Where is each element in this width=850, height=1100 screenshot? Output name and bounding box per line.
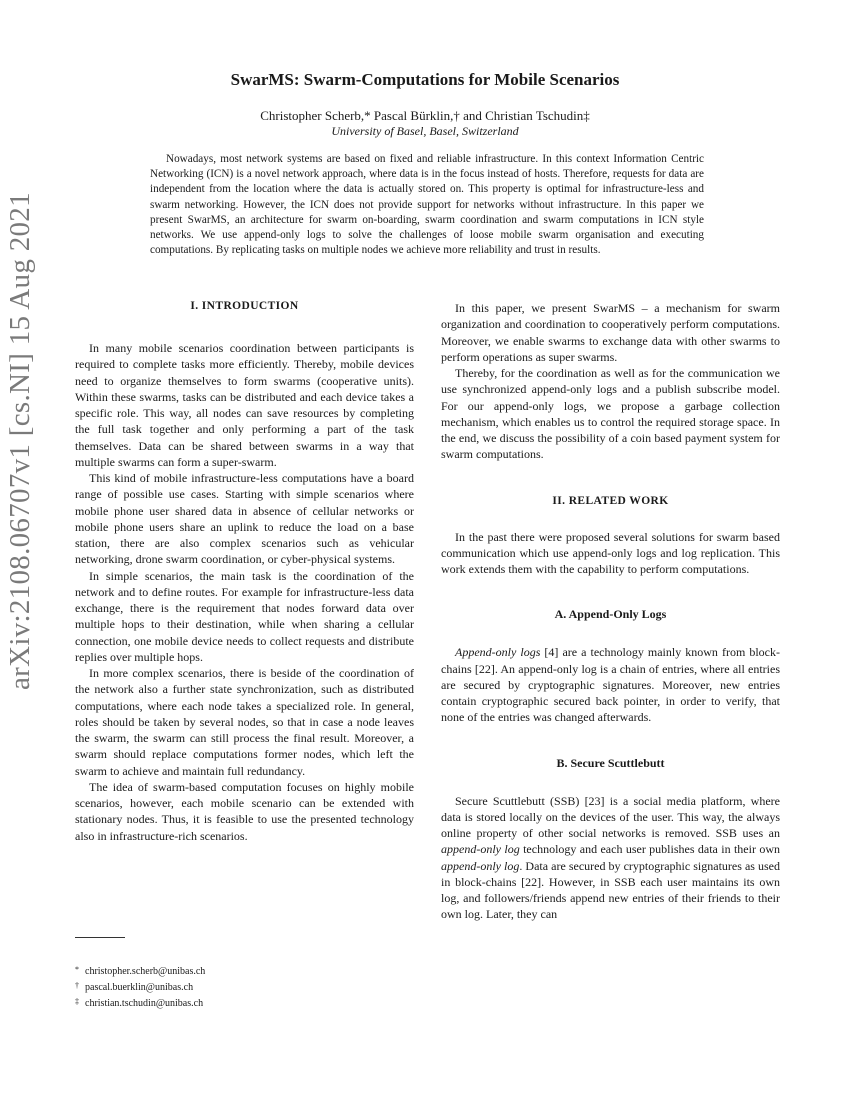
subsection-heading-append-only-logs: A. Append-Only Logs [554,607,667,622]
intro-paragraph-2: This kind of mobile infrastructure-less computations have a board range of possible use cases. Starting with simple scenarios where mobile phone user shared data in absence of cellular networks or mobile phone users share an uplink to reduce the load on a base station, there are also complex scenarios such as vehicular networking, drone swarm coordination, or cyber-physical systems. [75,471,414,567]
subsection-heading-secure-scuttlebutt: B. Secure Scuttlebutt [556,755,665,770]
affiliation: University of Basel, Basel, Switzerland [331,124,519,138]
footnotes [75,963,205,1011]
abstract: Nowadays, most network systems are based on fixed and reliable infrastructure. In this context Information Centric Networking (ICN) is a novel network approach, where data is in the focus instead of hosts. Therefore, requests for data are independent from the location where the data is actually stored on. This property is optimal for infrastructure-less and swarm networking. However, the ICN does not provide support for networks without infrastructure. In this paper we present SwarMS, an architecture for swarm on-boarding, swarm coordination and swarm computations in ICN style networks. We use append-only logs to solve the challenges of loose mobile swarm organisation and executing computations. By replicating tasks on multiple nodes we achieve more reliability and trust in results. [150,153,704,257]
append-only-logs-text: [4] are a technology mainly known from block-chains [22]. An append-only log is a chain of entries, where all entries are secured by cryptographic signatures. Moreover, new entries contain cryptographic secured back pointer, in order to verify, that none of the entries was changed afterwards. [441,645,780,725]
append-only-logs-paragraph [441,644,780,725]
section-heading-related-work: II. RELATED WORK [552,494,669,507]
footnote-mark: ‡ [75,997,79,1006]
right-column [441,300,780,923]
ssb-italic-2: append-only log [441,858,520,873]
arxiv-identifier: arXiv:2108.06707v1 [cs.NI] 15 Aug 2021 [4,192,36,690]
footnote-divider [75,937,125,938]
ssb-text-2: technology and each user publishes data in their own [519,842,780,857]
footnote-3 [75,995,205,1011]
footnote-1 [75,963,205,979]
footnote-email: pascal.buerklin@unibas.ch [85,982,194,993]
footnote-2 [75,979,205,995]
paper-title: SwarMS: Swarm-Computations for Mobile Scenarios [230,70,620,89]
ssb-text-1: Secure Scuttlebutt (SSB) [23] is a social media platform, where data is stored locally on the devices of the user. This way, the always online property of other social networks is removed. SSB uses an [441,793,780,840]
section-heading-introduction: I. INTRODUCTION [190,300,299,312]
footnote-mark: † [75,981,79,990]
secure-scuttlebutt-paragraph [441,793,780,923]
left-column [75,300,414,844]
related-work-paragraph: In the past there were proposed several solutions for swarm based communication which use append-only logs and log replication. This work extends them with the capability to perform computations. [441,529,780,576]
intro-paragraph-7: Thereby, for the coordination as well as for the communication we use synchronized append-only logs and a publish subscribe model. For our append-only logs, we propose a garbage collection mechanism, which enables us to control the required storage space. In the end, we discuss the possibility of a coin based payment system for swarm computations. [441,366,780,462]
intro-paragraph-6: In this paper, we present SwarMS – a mechanism for swarm organization and coordination to cooperatively perform computations. Moreover, we enable swarms to exchange data with other swarms to perform operations as super swarms. [441,301,780,364]
intro-paragraph-1: In many mobile scenarios coordination between participants is required to complete tasks more efficiently. Thereby, mobile devices need to organize themselves to form swarms (cooperative units). Within these swarms, tasks can be distributed and each device takes a specific role. This way, all nodes can save resources by completing the full task together and only performing a part of the task themselves. Data can be shared between swarms in a way that multiple swarms can form a super-swarm. [75,341,414,469]
footnote-mark: * [75,965,79,974]
intro-paragraph-4: In more complex scenarios, there is beside of the coordination of the network also a further state synchronization, such as distributed computations, where each node takes a specialized role. In general, roles should be taken by several nodes, so that in case a node leaves the swarm, the swarm can still process the final result. Moreover, a swarm should replace computations former nodes, which left the swarm to achieve and maintain full redundancy. [75,666,414,778]
footnote-email: christopher.scherb@unibas.ch [85,966,206,977]
intro-paragraph-3: In simple scenarios, the main task is the coordination of the network and to define routes. For example for infrastructure-less data exchange, there is the requirement that nodes forward data over multiple hops to their destination, while when sharing a cellular connection, one mobile device needs to collect requests and distribute replies over multiple hops. [75,568,414,664]
footnote-email: christian.tschudin@unibas.ch [85,998,204,1009]
intro-paragraph-5: The idea of swarm-based computation focuses on highly mobile scenarios, however, each mobile scenario can be extended with stationary nodes. Thus, it is feasible to use the presented technology also in infrastructure-rich scenarios. [75,779,414,843]
ssb-italic-1: append-only log [441,842,520,857]
ssb-text-3: . Data are secured by cryptographic signatures as used in block-chains [22]. However, in SSB each user maintains its own log, and followers/friends append new entries of their friends to their own log. Later, they can [441,858,780,922]
author-list: Christopher Scherb,* Pascal Bürklin,† and Christian Tschudin‡ [260,108,590,123]
append-only-logs-term: Append-only logs [455,645,541,660]
